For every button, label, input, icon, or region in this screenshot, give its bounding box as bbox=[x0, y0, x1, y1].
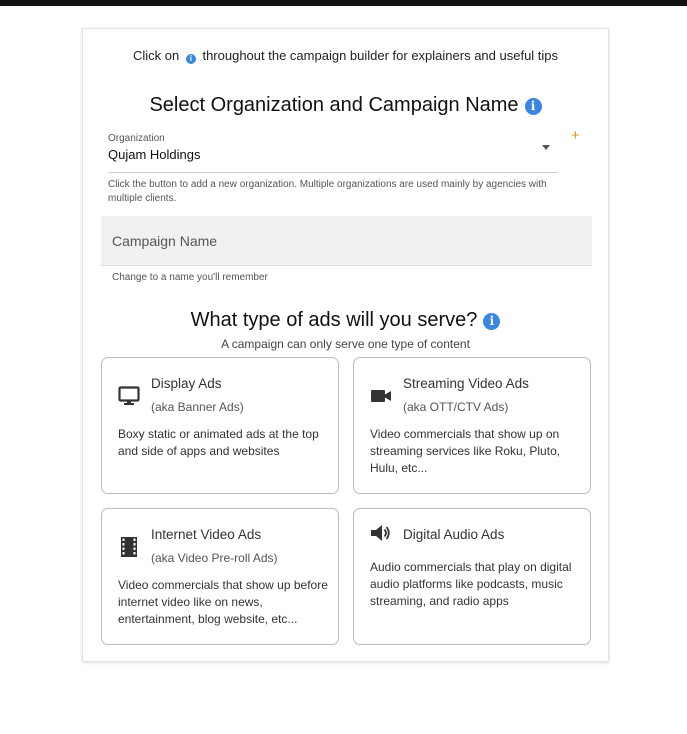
tip-text-before: Click on bbox=[132, 48, 180, 63]
campaign-name-input[interactable] bbox=[101, 216, 592, 265]
organization-help-text: Click the button to add a new organization. Multiple organizations are used mainly by agencies with multiple clients. bbox=[108, 179, 547, 204]
organization-select[interactable] bbox=[108, 133, 558, 173]
organization-label: Organization bbox=[108, 133, 165, 144]
speaker-icon bbox=[370, 523, 392, 543]
add-organization-button[interactable]: + bbox=[571, 127, 580, 144]
option-title: Digital Audio Ads bbox=[403, 527, 505, 542]
option-title: Streaming Video Ads bbox=[403, 376, 529, 391]
campaign-name-help: Change to a name you'll remember bbox=[112, 272, 268, 283]
organization-title-text: Select Organization and Campaign Name bbox=[149, 94, 519, 116]
option-description: Video commercials that show up on streaming services like Roku, Pluto, Hulu, etc... bbox=[370, 427, 561, 475]
ad-type-section-title bbox=[83, 309, 608, 332]
film-icon bbox=[118, 537, 140, 557]
option-title: Display Ads bbox=[151, 376, 222, 391]
ad-type-info-icon[interactable]: i bbox=[483, 313, 500, 330]
option-aka: (aka Banner Ads) bbox=[151, 400, 244, 414]
info-icon: i bbox=[186, 54, 196, 64]
option-description: Audio commercials that play on digital audio platforms like podcasts, music streaming, and radio apps bbox=[370, 560, 572, 608]
digital-audio-ads-option[interactable] bbox=[353, 508, 591, 645]
ad-type-title-text: What type of ads will you serve? bbox=[190, 309, 478, 331]
video-camera-icon bbox=[370, 386, 392, 406]
campaign-name-field[interactable] bbox=[101, 216, 592, 266]
option-aka: (aka Video Pre-roll Ads) bbox=[151, 551, 278, 565]
tip-text-after: throughout the campaign builder for explainers and useful tips bbox=[202, 48, 559, 63]
monitor-icon bbox=[118, 386, 140, 406]
streaming-video-ads-option[interactable] bbox=[353, 357, 591, 494]
organization-section-title bbox=[83, 94, 608, 117]
option-aka: (aka OTT/CTV Ads) bbox=[403, 400, 509, 414]
option-description: Video commercials that show up before internet video like on news, entertainment, blog website, etc... bbox=[118, 578, 328, 626]
organization-value: Qujam Holdings bbox=[108, 147, 201, 162]
tip-banner bbox=[83, 48, 608, 64]
option-title: Internet Video Ads bbox=[151, 527, 262, 542]
display-ads-option[interactable] bbox=[101, 357, 339, 494]
ad-type-subtitle: A campaign can only serve one type of content bbox=[221, 337, 470, 351]
internet-video-ads-option[interactable] bbox=[101, 508, 339, 645]
organization-info-icon[interactable]: i bbox=[525, 98, 542, 115]
option-description: Boxy static or animated ads at the top and side of apps and websites bbox=[118, 427, 319, 458]
campaign-builder-card bbox=[82, 28, 609, 662]
chevron-down-icon[interactable] bbox=[542, 145, 550, 150]
top-bar bbox=[0, 0, 687, 6]
